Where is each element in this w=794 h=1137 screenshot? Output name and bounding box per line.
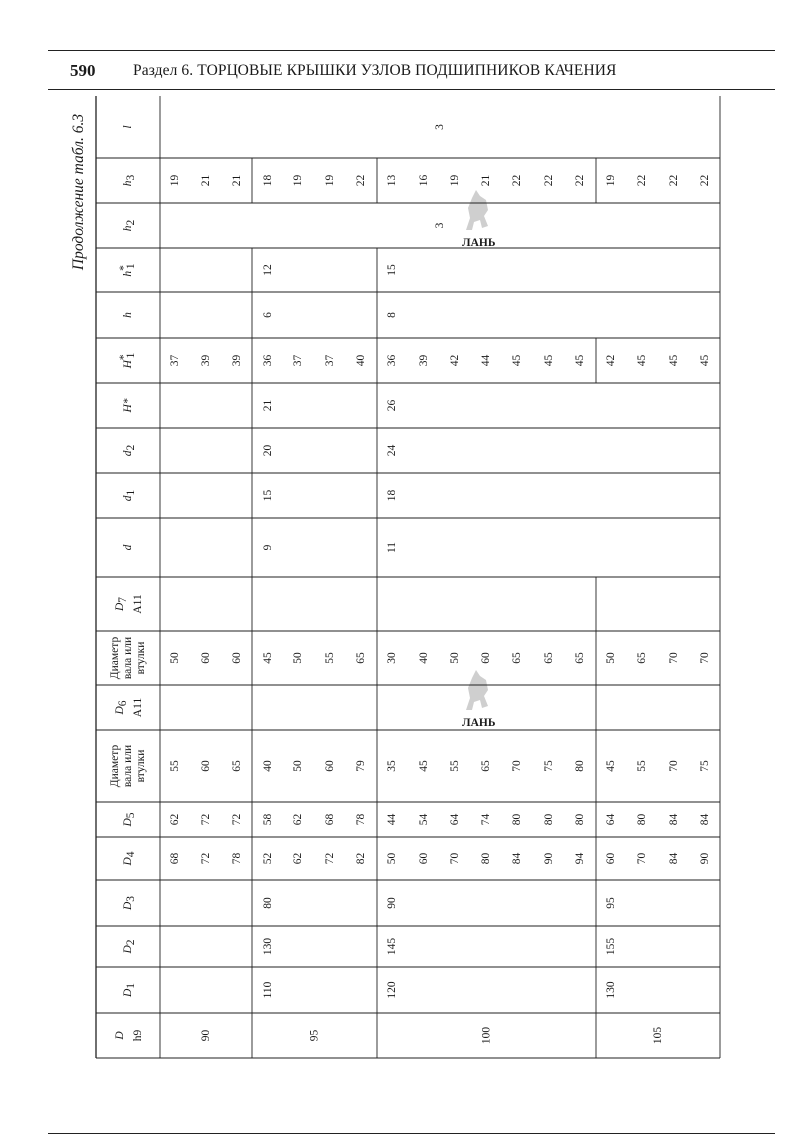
cell-h1: 45	[574, 354, 586, 367]
cell-shaft-b: 70	[668, 652, 680, 664]
cell-shaft-b: 50	[605, 652, 617, 664]
cell-shaft-a: 79	[355, 760, 367, 772]
cell-d4: 78	[231, 852, 243, 865]
span-d2: 155	[605, 937, 617, 956]
header-d: D	[114, 1031, 126, 1040]
cell-h1: 45	[636, 354, 648, 367]
cell-d5: 80	[511, 813, 523, 826]
header-d4: D4	[122, 851, 137, 866]
cell-shaft-a: 80	[574, 760, 586, 772]
cell-shaft-b: 65	[574, 652, 586, 664]
cell-d4: 60	[418, 852, 430, 865]
cell-h1: 44	[480, 354, 492, 367]
cell-d5: 62	[169, 813, 181, 826]
cell-d4: 72	[324, 852, 336, 865]
cell-d5: 80	[636, 813, 648, 826]
span-d: 11	[386, 541, 398, 554]
cell-h1: 36	[386, 354, 398, 367]
span-h1: 15	[386, 264, 398, 276]
cell-d5: 80	[574, 813, 586, 826]
cell-d4: 50	[386, 852, 398, 865]
cell-d4: 70	[636, 852, 648, 865]
cell-d5: 80	[543, 813, 555, 826]
cell-h3: 22	[636, 174, 648, 187]
span-d1: 130	[605, 981, 617, 999]
cell-shaft-a: 55	[636, 760, 648, 772]
cell-shaft-b: 60	[200, 652, 212, 664]
cell-h1: 36	[262, 354, 274, 367]
cell-d-h9: 90	[200, 1029, 212, 1042]
cell-h3: 19	[449, 174, 461, 187]
cell-h3: 19	[292, 174, 304, 187]
header-d6: D6	[114, 700, 129, 715]
span-d: 9	[262, 544, 274, 551]
header-h2: h2	[122, 219, 137, 232]
table-text	[109, 124, 711, 1044]
header-d6-line2: A11	[132, 697, 144, 718]
cell-d5: 62	[292, 813, 304, 826]
cell-shaft-a: 45	[605, 760, 617, 772]
cell-d4: 52	[262, 852, 274, 865]
cell-d5: 54	[418, 813, 430, 826]
header-d1: D1	[122, 982, 137, 998]
span-d1: 110	[262, 981, 274, 999]
cell-d4: 94	[574, 852, 586, 865]
page-number: 590	[70, 61, 96, 80]
cell-shaft-b: 65	[511, 652, 523, 664]
span-h: 6	[262, 312, 274, 318]
cell-d5: 72	[231, 813, 243, 826]
cell-shaft-a: 35	[386, 760, 398, 772]
cell-h1: 39	[418, 354, 430, 367]
header-h3: h3	[122, 174, 137, 187]
cell-d5: 68	[324, 813, 336, 826]
cell-d-h9: 100	[480, 1026, 493, 1045]
span-d1: 18	[386, 489, 398, 502]
span-h: 21	[262, 399, 274, 412]
cell-h1: 40	[355, 354, 367, 367]
cell-d5: 72	[200, 813, 212, 826]
span-d1: 15	[262, 489, 274, 502]
span-d1: 120	[386, 981, 398, 999]
cell-shaft-a: 45	[418, 760, 430, 772]
cell-shaft-b: 65	[636, 652, 648, 664]
cell-h3: 21	[200, 174, 212, 187]
table-grid	[96, 96, 720, 1058]
watermark-layer	[462, 190, 496, 729]
cell-h1: 39	[200, 354, 212, 367]
span-h: 26	[386, 399, 398, 412]
cell-shaft-a: 55	[169, 760, 181, 772]
cell-shaft-a: 50	[292, 760, 304, 772]
span-h1: 12	[262, 264, 274, 276]
span-d3: 90	[386, 897, 398, 909]
lan-watermark-icon	[462, 190, 496, 249]
cell-h1: 45	[699, 354, 711, 367]
cell-shaft-a: 60	[200, 760, 212, 772]
cell-shaft-a: 70	[668, 760, 680, 772]
header-shaft-b-line: втулки	[135, 641, 147, 675]
cell-shaft-a: 75	[699, 760, 711, 772]
cell-h1: 45	[668, 354, 680, 367]
cell-h3: 13	[386, 174, 398, 187]
cell-h3: 21	[480, 174, 492, 187]
cell-h1: 37	[292, 354, 304, 367]
header-d5: D5	[122, 812, 137, 827]
cell-d4: 84	[511, 852, 523, 865]
watermark-text: ЛАНЬ	[462, 717, 496, 729]
cell-h3: 16	[418, 174, 430, 187]
header-d: d	[122, 544, 134, 551]
cell-d5: 84	[699, 813, 711, 826]
cell-d-h9: 95	[308, 1029, 321, 1042]
cell-h1: 42	[605, 354, 617, 367]
cell-d4: 90	[543, 852, 555, 865]
cell-h3: 22	[699, 174, 711, 187]
cell-h3: 19	[169, 174, 181, 187]
cell-d4: 60	[605, 852, 617, 865]
cell-shaft-b: 60	[231, 652, 243, 664]
cell-shaft-b: 65	[543, 652, 555, 664]
cell-shaft-b: 65	[355, 652, 367, 664]
cell-h1: 45	[511, 354, 523, 367]
header-shaft-a-line: вала или	[122, 744, 134, 788]
cell-shaft-a: 75	[543, 760, 555, 772]
footer-rule	[48, 1133, 775, 1134]
cell-d4: 68	[169, 852, 181, 865]
header-h1: h*1	[118, 263, 137, 277]
header-shaft-b-line: вала или	[122, 636, 134, 680]
header-h1: H*1	[118, 352, 137, 369]
cell-h3: 18	[262, 174, 274, 187]
cell-h3: 22	[543, 174, 555, 187]
cell-shaft-a: 40	[262, 760, 274, 772]
cell-d-h9: 105	[652, 1026, 664, 1045]
cell-h3: 22	[511, 174, 523, 187]
cell-d5: 74	[480, 813, 492, 826]
cell-shaft-b: 50	[449, 652, 461, 664]
cell-h3: 19	[324, 174, 336, 187]
lan-watermark-icon	[462, 670, 496, 729]
span-d2: 20	[262, 444, 274, 457]
cell-h1: 42	[449, 354, 461, 367]
cell-d5: 44	[386, 813, 398, 826]
header-d2: d2	[122, 444, 137, 457]
cell-shaft-b: 70	[699, 652, 711, 664]
cell-d5: 78	[355, 813, 367, 826]
continuation-label-text: Продолжение табл. 6.3	[70, 113, 87, 271]
cell-h3: 19	[605, 174, 617, 187]
cell-d4: 80	[480, 852, 492, 865]
cell-shaft-a: 65	[231, 760, 243, 772]
span-d2: 130	[262, 937, 274, 956]
header-l: l	[122, 125, 134, 129]
cell-d4: 90	[699, 852, 711, 865]
cell-shaft-b: 55	[324, 652, 336, 664]
cell-h1: 39	[231, 354, 243, 367]
section-title: Раздел 6. ТОРЦОВЫЕ КРЫШКИ УЗЛОВ ПОДШИПНИКОВ КАЧЕНИЯ	[133, 62, 617, 79]
cell-h1: 45	[543, 354, 555, 367]
header-h: H*	[122, 398, 134, 413]
cell-shaft-a: 60	[324, 760, 336, 772]
cell-shaft-a: 55	[449, 760, 461, 772]
span-h: 8	[386, 312, 398, 318]
cell-shaft-b: 40	[418, 652, 430, 664]
header-shaft-a-line: втулки	[135, 749, 147, 783]
cell-d5: 58	[262, 813, 274, 826]
cell-d4: 62	[292, 852, 304, 865]
header-d7-line2: A11	[132, 594, 144, 614]
header-h: h	[122, 312, 134, 318]
cell-d5: 64	[605, 813, 617, 826]
span-d2: 24	[386, 444, 398, 457]
header-shaft-b-line: Диаметр	[109, 636, 121, 680]
span-d3: 95	[605, 897, 617, 909]
cell-shaft-a: 65	[480, 760, 492, 772]
span-l: 3	[434, 124, 446, 130]
cell-shaft-b: 50	[292, 652, 304, 664]
header-d2: D2	[122, 939, 137, 954]
cell-shaft-b: 45	[262, 652, 274, 664]
cell-shaft-b: 30	[386, 652, 398, 664]
cell-h1: 37	[169, 354, 181, 367]
header-d-line2: h9	[132, 1029, 144, 1042]
cell-shaft-b: 50	[169, 652, 181, 664]
header-shaft-a-line: Диаметр	[109, 744, 121, 788]
span-d2: 145	[386, 937, 398, 956]
cell-d4: 84	[668, 852, 680, 865]
watermark-text: ЛАНЬ	[462, 237, 496, 249]
cell-d4: 72	[200, 852, 212, 865]
cell-h3: 22	[668, 174, 680, 187]
cell-h3: 21	[231, 174, 243, 187]
cell-shaft-b: 60	[480, 652, 492, 664]
cell-d5: 64	[449, 813, 461, 826]
cell-d4: 82	[355, 852, 367, 865]
header-d3: D3	[122, 895, 137, 911]
span-h2: 3	[434, 222, 446, 229]
header-d1: d1	[122, 489, 137, 502]
cell-h3: 22	[355, 174, 367, 187]
cell-shaft-a: 70	[511, 760, 523, 772]
cell-d4: 70	[449, 852, 461, 865]
cell-h3: 22	[574, 174, 586, 187]
cell-d5: 84	[668, 813, 680, 826]
header-d7: D7	[114, 596, 129, 612]
cell-h1: 37	[324, 354, 336, 367]
span-d3: 80	[262, 897, 274, 909]
